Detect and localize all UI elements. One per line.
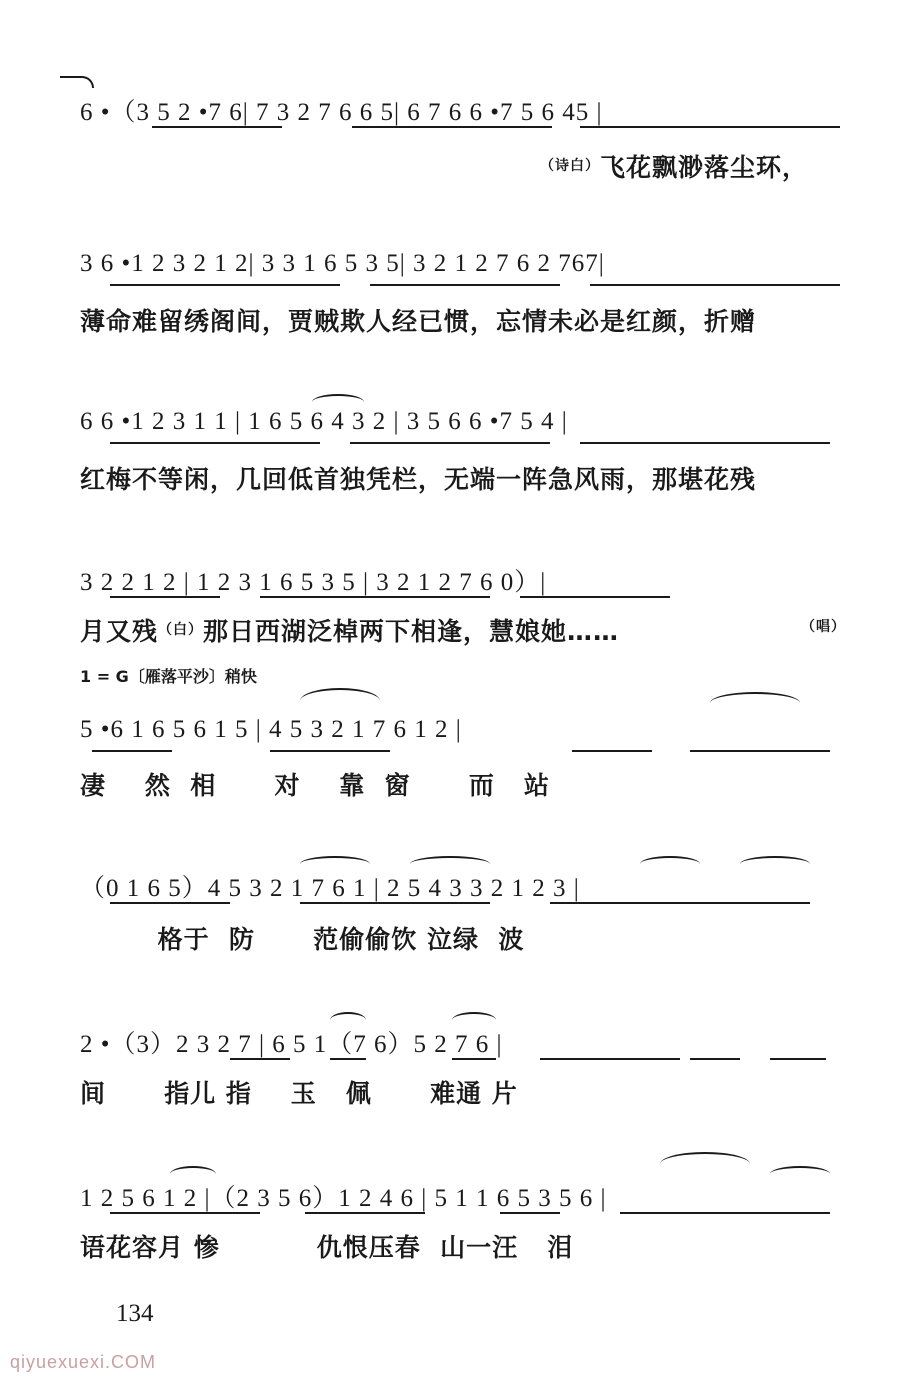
- slur: [770, 1166, 830, 1182]
- beam: [110, 1212, 260, 1214]
- lyric-text: 飞花飘渺落尘环，: [600, 153, 809, 182]
- beam: [305, 1212, 425, 1214]
- system-4: [80, 562, 870, 652]
- beam: [370, 284, 560, 286]
- beam: [770, 1058, 826, 1060]
- watermark: qiyuexuexi.COM: [10, 1352, 157, 1372]
- lyrics-line-6: 格于 防 范偷偷饮 泣绿 波: [80, 925, 525, 954]
- spoken-mark: （白）: [158, 622, 204, 638]
- notation-line-5: 5 •6 1 6 5 6 1 5 | 4 5 3 2 1 7 6 1 2 |: [80, 716, 462, 743]
- notation-line-1: 6 •（3 5 2 •7 6| 7 3 2 7 6 6 5| 6 7 6 6 •7 5 6 45 |: [80, 99, 603, 126]
- beam: [270, 750, 390, 752]
- system-8: [80, 1178, 870, 1268]
- slur: [740, 856, 810, 872]
- spoken-mark: （诗白）: [540, 158, 600, 174]
- slur: [300, 688, 380, 714]
- beam: [330, 1058, 366, 1060]
- beam: [590, 284, 840, 286]
- beam: [500, 1212, 560, 1214]
- beam: [452, 1058, 496, 1060]
- beam: [540, 1058, 680, 1060]
- beam: [152, 126, 282, 128]
- lyric-text: 月又残: [80, 617, 159, 646]
- lyrics-line-3: 红梅不等闲，几回低首独凭栏，无端一阵急风雨，那堪花残: [80, 465, 757, 494]
- page-number: 134: [116, 1300, 154, 1327]
- notation-line-7: 2 •（3）2 3 2 7 | 6 5 1（7 6）5 2 7 6 |: [80, 1031, 503, 1058]
- system-2: [80, 250, 870, 340]
- system-7: [80, 1024, 870, 1114]
- lyrics-line-2: 薄命难留绣阁间，贾贼欺人经已惯，忘情未必是红颜，折赠: [80, 307, 757, 336]
- beam: [92, 750, 172, 752]
- lyrics-line-4: [80, 612, 870, 648]
- notation-line-4: 3 2 2 1 2 | 1 2 3 1 6 5 3 5 | 3 2 1 2 7 6 0）|: [80, 569, 547, 596]
- beam: [110, 284, 340, 286]
- beam: [300, 902, 490, 904]
- beam: [690, 750, 830, 752]
- beam: [110, 902, 230, 904]
- slur: [710, 692, 800, 714]
- slur: [660, 1152, 750, 1176]
- beam: [260, 596, 490, 598]
- system-1: [80, 92, 870, 182]
- lyric-text: 那日西湖泛棹两下相逢，慧娘她……: [203, 617, 620, 646]
- beam: [350, 442, 550, 444]
- beam: [580, 442, 830, 444]
- notation-line-8: 1 2 5 6 1 2 |（2 3 5 6）1 2 4 6 | 5 1 1 6 5 3 5 6 |: [80, 1185, 607, 1212]
- slur: [640, 856, 700, 872]
- beam: [550, 902, 810, 904]
- system-5: [80, 716, 870, 806]
- beam: [572, 750, 652, 752]
- beam: [690, 1058, 740, 1060]
- lyrics-line-1: [540, 148, 808, 184]
- system-3: [80, 408, 870, 498]
- notation-line-3: 6 6 •1 2 3 1 1 | 1 6 5 6 4 3 2 | 3 5 6 6 •7 5 4 |: [80, 408, 568, 435]
- beam: [580, 126, 840, 128]
- system-6: [80, 868, 870, 958]
- beam: [520, 596, 670, 598]
- tempo-marking: 1 = G〔雁落平沙〕稍快: [80, 667, 257, 686]
- beam: [110, 442, 320, 444]
- lyrics-line-8: 语花容月 惨 仇恨压春 山一汪 泪: [80, 1233, 574, 1262]
- lyrics-line-5: 凄 然 相 对 靠 窗 而 站: [80, 771, 550, 800]
- notation-line-2: 3 6 •1 2 3 2 1 2| 3 3 1 6 5 3 5| 3 2 1 2 7 6 2 767|: [80, 250, 605, 277]
- beam: [110, 596, 220, 598]
- notation-line-6: （0 1 6 5）4 5 3 2 1 7 6 1 | 2 5 4 3 3 2 1 2 3 |: [80, 875, 580, 902]
- beam: [620, 1212, 830, 1214]
- lyrics-line-7: 间 指儿 指 玉 佩 难通 片: [80, 1079, 518, 1108]
- spoken-mark: （唱）: [801, 619, 846, 635]
- beam: [352, 126, 552, 128]
- tie-hook: [60, 76, 94, 88]
- beam: [230, 1058, 290, 1060]
